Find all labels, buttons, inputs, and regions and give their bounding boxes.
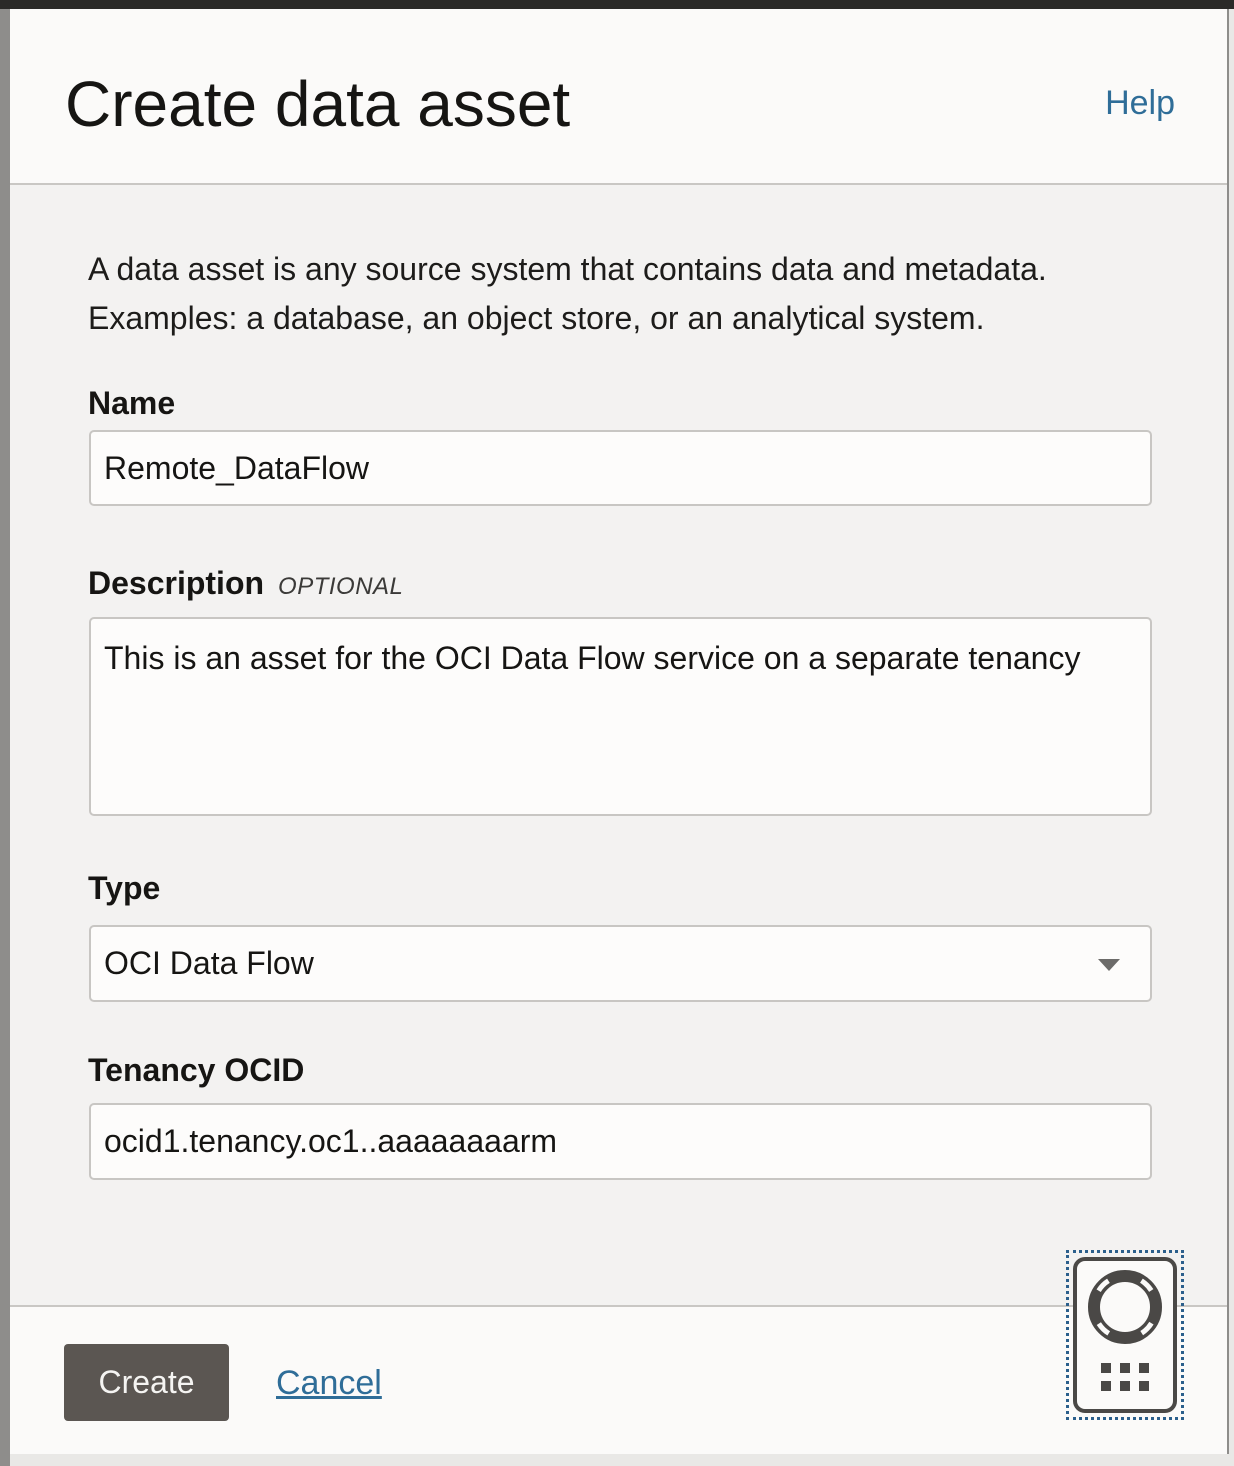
lifebuoy-icon [1073,1257,1177,1409]
type-label: Type [88,870,161,906]
description-label [88,565,403,602]
panel-footer [10,1305,1227,1454]
optional-tag: OPTIONAL [278,573,404,600]
name-input[interactable]: Remote_DataFlow [89,430,1152,506]
panel-header [10,9,1227,185]
cancel-link[interactable]: Cancel [276,1364,382,1402]
page-title: Create data asset [65,68,571,140]
chevron-down-icon [1098,959,1120,971]
help-widget-button[interactable] [1066,1250,1184,1420]
intro-line: A data asset is any source system that contains data and metadata. [88,251,1047,287]
create-data-asset-panel [10,9,1229,1454]
window-top-bar [0,0,1234,9]
intro-text [88,245,1047,343]
description-label-text: Description [88,565,265,601]
tenancy-ocid-input[interactable]: ocid1.tenancy.oc1..aaaaaaaarm [89,1103,1152,1180]
background-page-edge [0,9,10,1466]
create-button[interactable]: Create [64,1344,229,1421]
grid-icon [1101,1363,1149,1391]
help-link[interactable]: Help [1105,84,1175,122]
type-select-value: OCI Data Flow [104,945,314,981]
type-select[interactable] [89,925,1152,1002]
help-widget-body [1073,1257,1177,1413]
tenancy-ocid-label: Tenancy OCID [88,1052,305,1088]
description-textarea[interactable]: This is an asset for the OCI Data Flow service on a separate tenancy [89,617,1152,816]
name-label: Name [88,385,176,421]
intro-line: Examples: a database, an object store, or an analytical system. [88,300,985,336]
